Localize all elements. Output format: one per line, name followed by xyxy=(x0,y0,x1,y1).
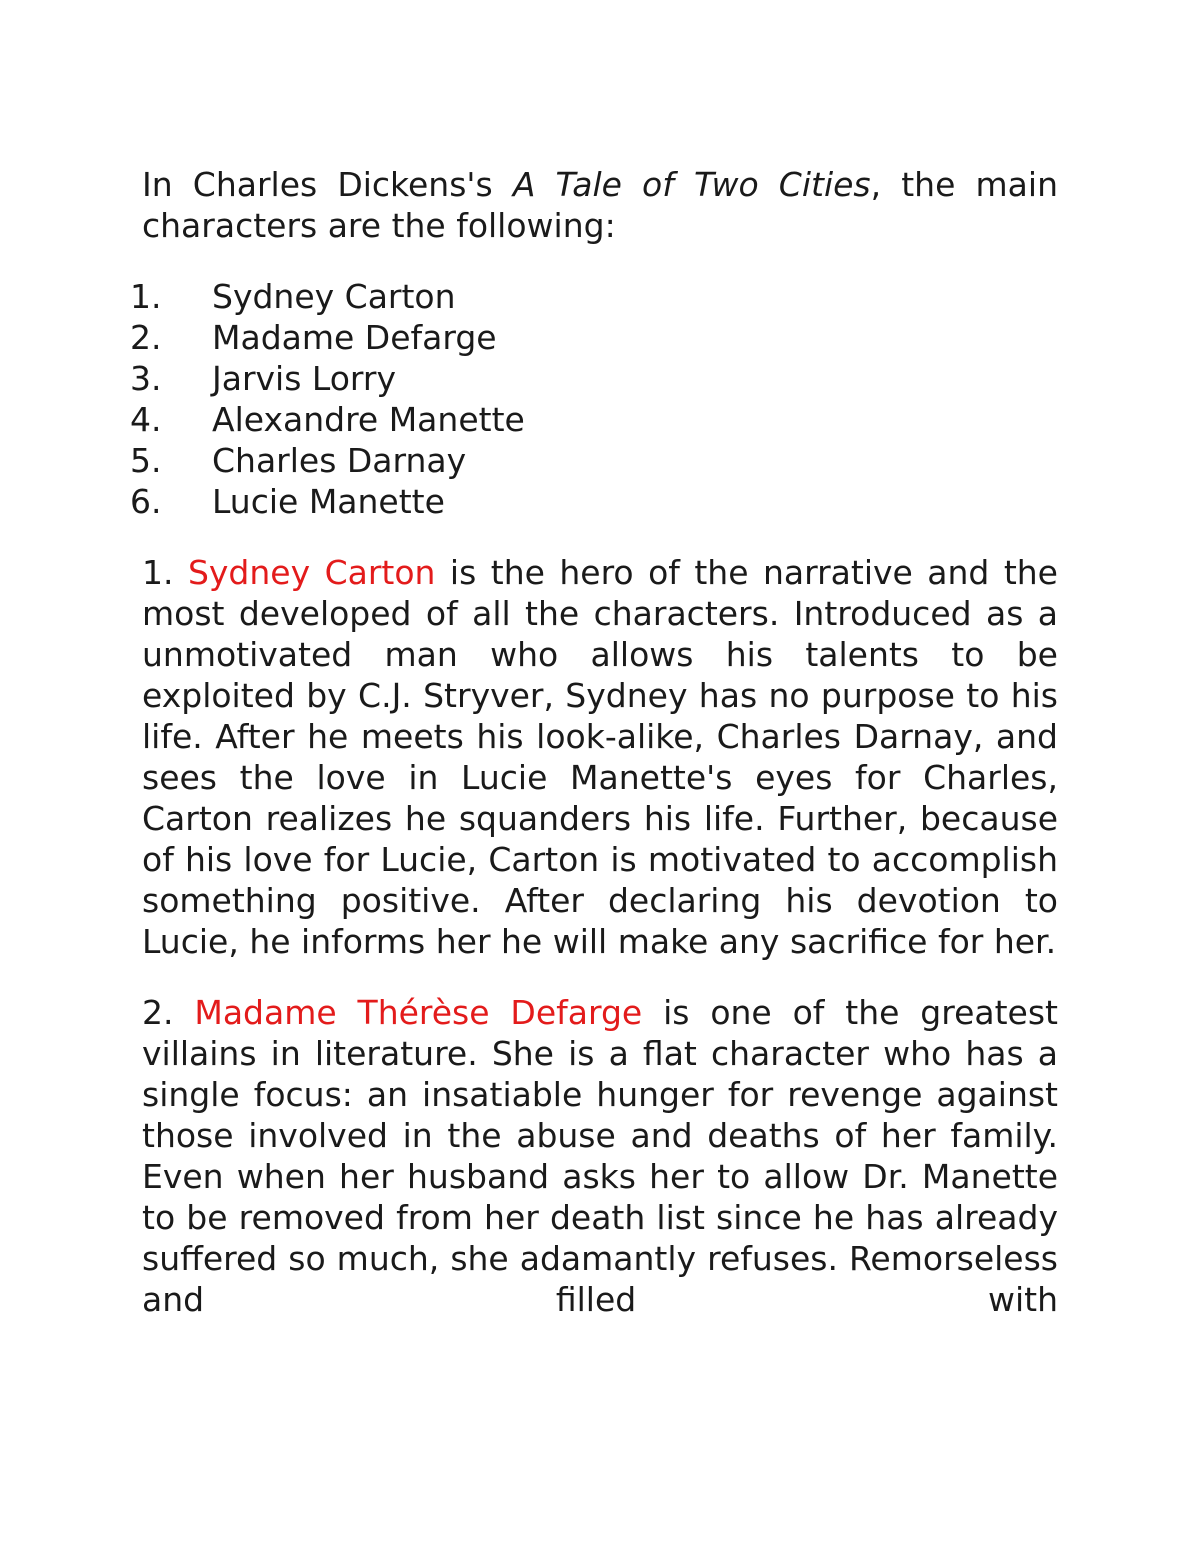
list-character-name: Lucie Manette xyxy=(212,482,445,521)
list-item xyxy=(130,317,1058,358)
list-character-name: Alexandre Manette xyxy=(212,400,525,439)
intro-after: , the main characters are the following: xyxy=(142,165,1058,245)
description-prefix: 1. xyxy=(142,553,188,592)
highlighted-character-name: Madame Thérèse Defarge xyxy=(194,993,643,1032)
list-number: 1. xyxy=(130,277,162,316)
character-description-defarge xyxy=(142,992,1058,1320)
list-character-name: Sydney Carton xyxy=(212,277,456,316)
book-title: A Tale of Two Cities xyxy=(512,165,871,204)
description-prefix: 2. xyxy=(142,993,195,1032)
description-text: is one of the greatest villains in literature. She is a flat character who has a single focus: an insatiable hunger for revenge against those involved in the abuse and deaths of her family. Even when her husband asks her to allow Dr. Manette to be removed from her death list since he has already suffered so much, she adamantly refuses. Remorseless and filled with xyxy=(142,993,1058,1319)
list-item xyxy=(130,440,1058,481)
highlighted-character-name: Sydney Carton xyxy=(187,553,436,592)
list-character-name: Jarvis Lorry xyxy=(212,359,396,398)
list-number: 5. xyxy=(130,441,162,480)
intro-paragraph xyxy=(142,164,1058,246)
character-list xyxy=(130,276,1058,522)
list-item xyxy=(130,276,1058,317)
list-number: 4. xyxy=(130,400,162,439)
description-text: is the hero of the narrative and the most developed of all the characters. Introduced as a unmotivated man who allows his talents to be exploited by C.J. Stryver, Sydney has no purpose to his life. After he meets his look-alike, Charles Darnay, and sees the love in Lucie Manette's eyes for Charles, Carton realizes he squanders his life. Further, because of his love for Lucie, Carton is motivated to accomplish something positive. After declaring his devotion to Lucie, he informs her he will make any sacrifice for her. xyxy=(142,553,1058,961)
list-number: 2. xyxy=(130,318,162,357)
list-number: 3. xyxy=(130,359,162,398)
list-item xyxy=(130,399,1058,440)
list-item xyxy=(130,358,1058,399)
list-character-name: Madame Defarge xyxy=(212,318,497,357)
intro-before: In Charles Dickens's xyxy=(142,165,513,204)
list-item xyxy=(130,481,1058,522)
list-number: 6. xyxy=(130,482,162,521)
character-description-carton xyxy=(142,552,1058,962)
document-page xyxy=(130,164,1058,1320)
list-character-name: Charles Darnay xyxy=(212,441,467,480)
